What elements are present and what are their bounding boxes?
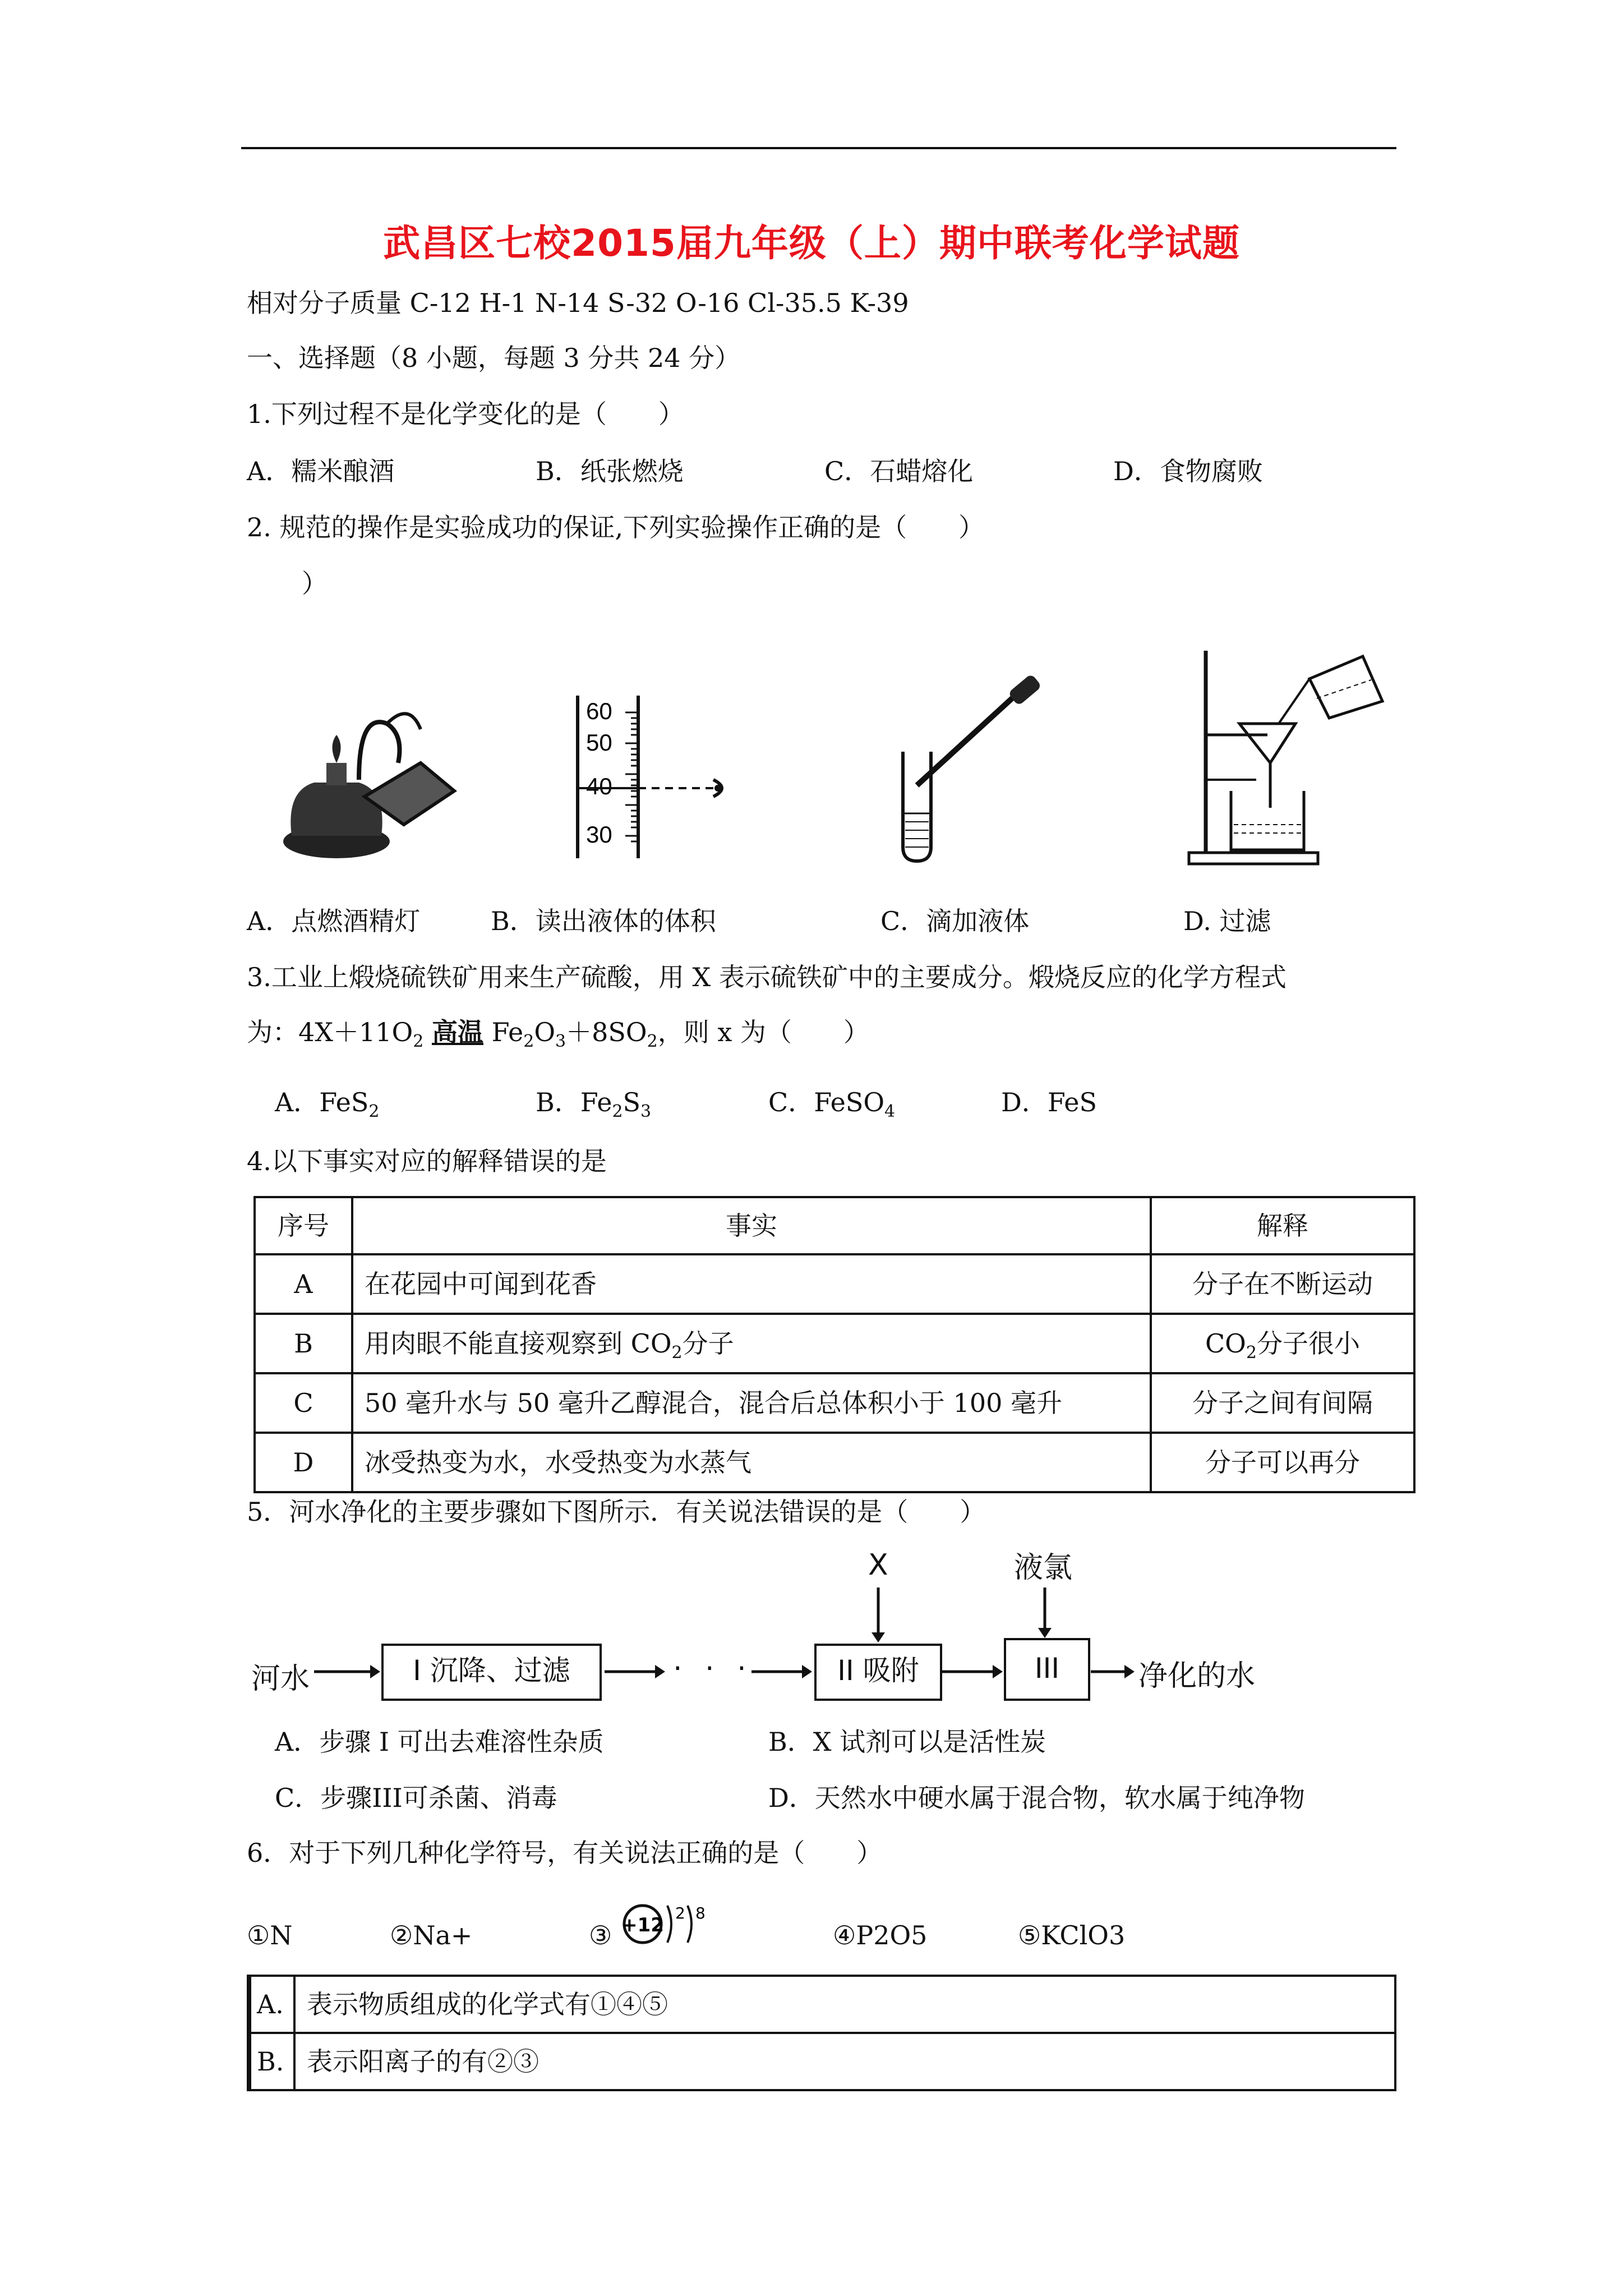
q4-row-d-fact: 冰受热变为水，水受热变为水蒸气 [352,1433,1151,1492]
q1-option-c: C．石蜡熔化 [824,456,974,486]
section-heading: 一、选择题（8 小题，每题 3 分共 24 分） [247,343,741,373]
q3-eq-o: O [534,1017,556,1047]
page-title: 武昌区七校2015届九年级（上）期中联考化学试题 [383,222,1240,265]
q4-row-b-fact [352,1314,1151,1373]
q2-option-d: D. 过滤 [1183,906,1271,936]
q6-row-a-text: 表示物质组成的化学式有①④⑤ [294,1976,1395,2033]
arrow-icon [1091,1655,1136,1688]
q4-row-a-id: A [255,1254,352,1314]
shell-1-electrons: 2 [675,1904,685,1922]
q3-option-b-text: B．Fe [536,1087,612,1117]
q2-option-b: B．读出液体的体积 [491,906,716,936]
dropper-test-tube-image [886,673,1054,864]
q4-row-d-id: D [255,1433,352,1492]
q6-symbol-2: ②Na+ [390,1920,473,1950]
q4-row-c-fact: 50 毫升水与 50 毫升乙醇混合，混合后总体积小于 100 毫升 [352,1373,1151,1433]
q6-row-b-letter: B. [249,2033,294,2090]
q3-option-d [1001,1085,1097,1119]
arrow-icon [314,1655,381,1688]
q3-eq-sub-o2: 2 [413,1032,424,1051]
q3-option-d-text: D．FeS [1001,1087,1098,1117]
molecular-masses: 相对分子质量 C-12 H-1 N-14 S-32 O-16 Cl-35.5 K-39 [247,288,909,318]
flow-reagent-chlorine: 液氯 [1014,1551,1073,1585]
q4-row-c-explain: 分子之间有间隔 [1151,1373,1414,1433]
table-row [255,1433,1414,1492]
table-row [249,2033,1395,2090]
q5-option-b: B．X 试剂可以是活性炭 [768,1727,1046,1757]
table-row [255,1314,1414,1373]
q6-symbol-3: ③ [589,1920,612,1950]
q2-option-c: C．滴加液体 [880,906,1030,936]
q1-option-b: B．纸张燃烧 [536,456,684,486]
flow-reagent-x: X [868,1548,888,1582]
magnesium-ion-structure-icon [621,1899,717,1961]
q3-eq-sub-fe: 2 [523,1032,534,1051]
q3-eq-suffix: ，则 x 为（ ） [657,1017,869,1047]
q2-option-a: A．点燃酒精灯 [247,906,421,936]
q3-option-b-mid: S [623,1087,641,1117]
cylinder-mark-50: 50 [586,729,612,756]
flow-step3-box: III [1004,1638,1090,1701]
q4-row-b-fact-text: 用肉眼不能直接观察到 CO [365,1328,672,1359]
q4-row-b-fact-sub: 2 [671,1343,683,1363]
q4-row-b-explain [1151,1314,1414,1373]
graduated-cylinder-image [566,690,751,864]
q4-row-b-explain-sub: 2 [1246,1343,1257,1363]
q6-symbol-5: ⑤KClO3 [1018,1920,1126,1950]
q5-option-c: C．步骤III可杀菌、消毒 [275,1783,557,1813]
q3-option-a-sub: 2 [368,1102,380,1121]
q3-eq-condition: 高温 [431,1017,483,1047]
q3-option-a-text: A．FeS [275,1087,369,1117]
q3-eq-so: ＋8SO [566,1017,647,1047]
q3-option-c [768,1085,895,1119]
q1-stem: 1.下列过程不是化学变化的是（ ） [247,399,684,429]
q4-table-header [255,1197,1414,1254]
q4-row-a-explain: 分子在不断运动 [1151,1254,1414,1314]
q4-row-b-id: B [255,1314,352,1373]
shell-2-electrons: 8 [695,1904,706,1922]
q3-option-c-sub: 4 [884,1102,896,1121]
arrow-icon [751,1655,813,1688]
q4-row-a-fact: 在花园中可闻到花香 [352,1254,1151,1314]
table-row [249,1976,1395,2033]
arrow-icon [942,1655,1004,1688]
flow-step1-box: I 沉降、过滤 [381,1644,602,1701]
nucleus-charge: +12 [621,1914,664,1936]
q3-eq-sub-so2: 2 [647,1032,658,1051]
q3-option-a [275,1085,379,1119]
q6-symbol-1: ①N [247,1920,293,1950]
q1-option-d: D．食物腐败 [1113,456,1263,486]
q4-table [253,1196,1415,1493]
flow-ellipsis: · · · [673,1652,753,1686]
alcohol-lamp-lighting-image [275,679,460,864]
q4-row-b-explain-text: CO [1205,1328,1246,1359]
arrow-down-icon [867,1588,889,1644]
q4-header-fact: 事实 [352,1197,1151,1254]
q6-stem: 6．对于下列几种化学符号，有关说法正确的是（ ） [247,1838,883,1868]
q1-option-a: A．糯米酿酒 [247,456,395,486]
q5-stem: 5．河水净化的主要步骤如下图所示．有关说法错误的是（ ） [247,1497,986,1527]
q3-option-b [536,1085,651,1119]
filtration-apparatus-image [1178,645,1391,869]
q4-row-d-explain: 分子可以再分 [1151,1433,1414,1492]
q6-table [247,1975,1396,2091]
q3-stem: 3.工业上煅烧硫铁矿用来生产硫酸，用 X 表示硫铁矿中的主要成分。煅烧反应的化学方程式 [247,962,1287,992]
arrow-down-icon [1034,1588,1056,1639]
q3-equation [247,1015,869,1049]
header-rule [241,147,1396,149]
flow-step2-box: II 吸附 [814,1644,942,1701]
q5-option-a: A．步骤 I 可出去难溶性杂质 [275,1727,604,1757]
cylinder-mark-60: 60 [586,698,612,724]
q4-header-explain: 解释 [1151,1197,1414,1254]
q4-stem: 4.以下事实对应的解释错误的是 [247,1146,607,1176]
q6-row-a-letter: A. [249,1976,294,2033]
arrow-icon [605,1655,666,1688]
q6-symbol-4: ④P2O5 [833,1920,928,1950]
q5-option-d: D．天然水中硬水属于混合物，软水属于纯净物 [768,1783,1305,1813]
q3-option-b-sub2: 3 [640,1102,652,1121]
cylinder-mark-40: 40 [586,773,612,799]
q6-row-b-text: 表示阳离子的有②③ [294,2033,1395,2090]
q3-option-b-sub: 2 [612,1102,623,1121]
q4-header-id: 序号 [255,1197,352,1254]
flow-product-label: 净化的水 [1138,1659,1256,1693]
q4-row-b-explain-tail: 分子很小 [1257,1328,1360,1359]
q3-eq-sub-o3: 3 [555,1032,566,1051]
q4-row-c-id: C [255,1373,352,1433]
table-row [255,1373,1414,1433]
q3-eq-prefix: 为：4X＋11O [247,1017,413,1047]
table-row [255,1254,1414,1314]
q2-stem: 2. 规范的操作是实验成功的保证,下列实验操作正确的是（ ） [247,512,985,542]
cylinder-mark-30: 30 [586,821,612,848]
q3-eq-fe: Fe [491,1017,524,1047]
flow-source-label: 河水 [251,1662,310,1696]
q3-option-c-text: C．FeSO [768,1087,885,1117]
q2-stem-tail: ） [302,568,328,599]
q4-row-b-fact-tail: 分子 [682,1328,734,1359]
